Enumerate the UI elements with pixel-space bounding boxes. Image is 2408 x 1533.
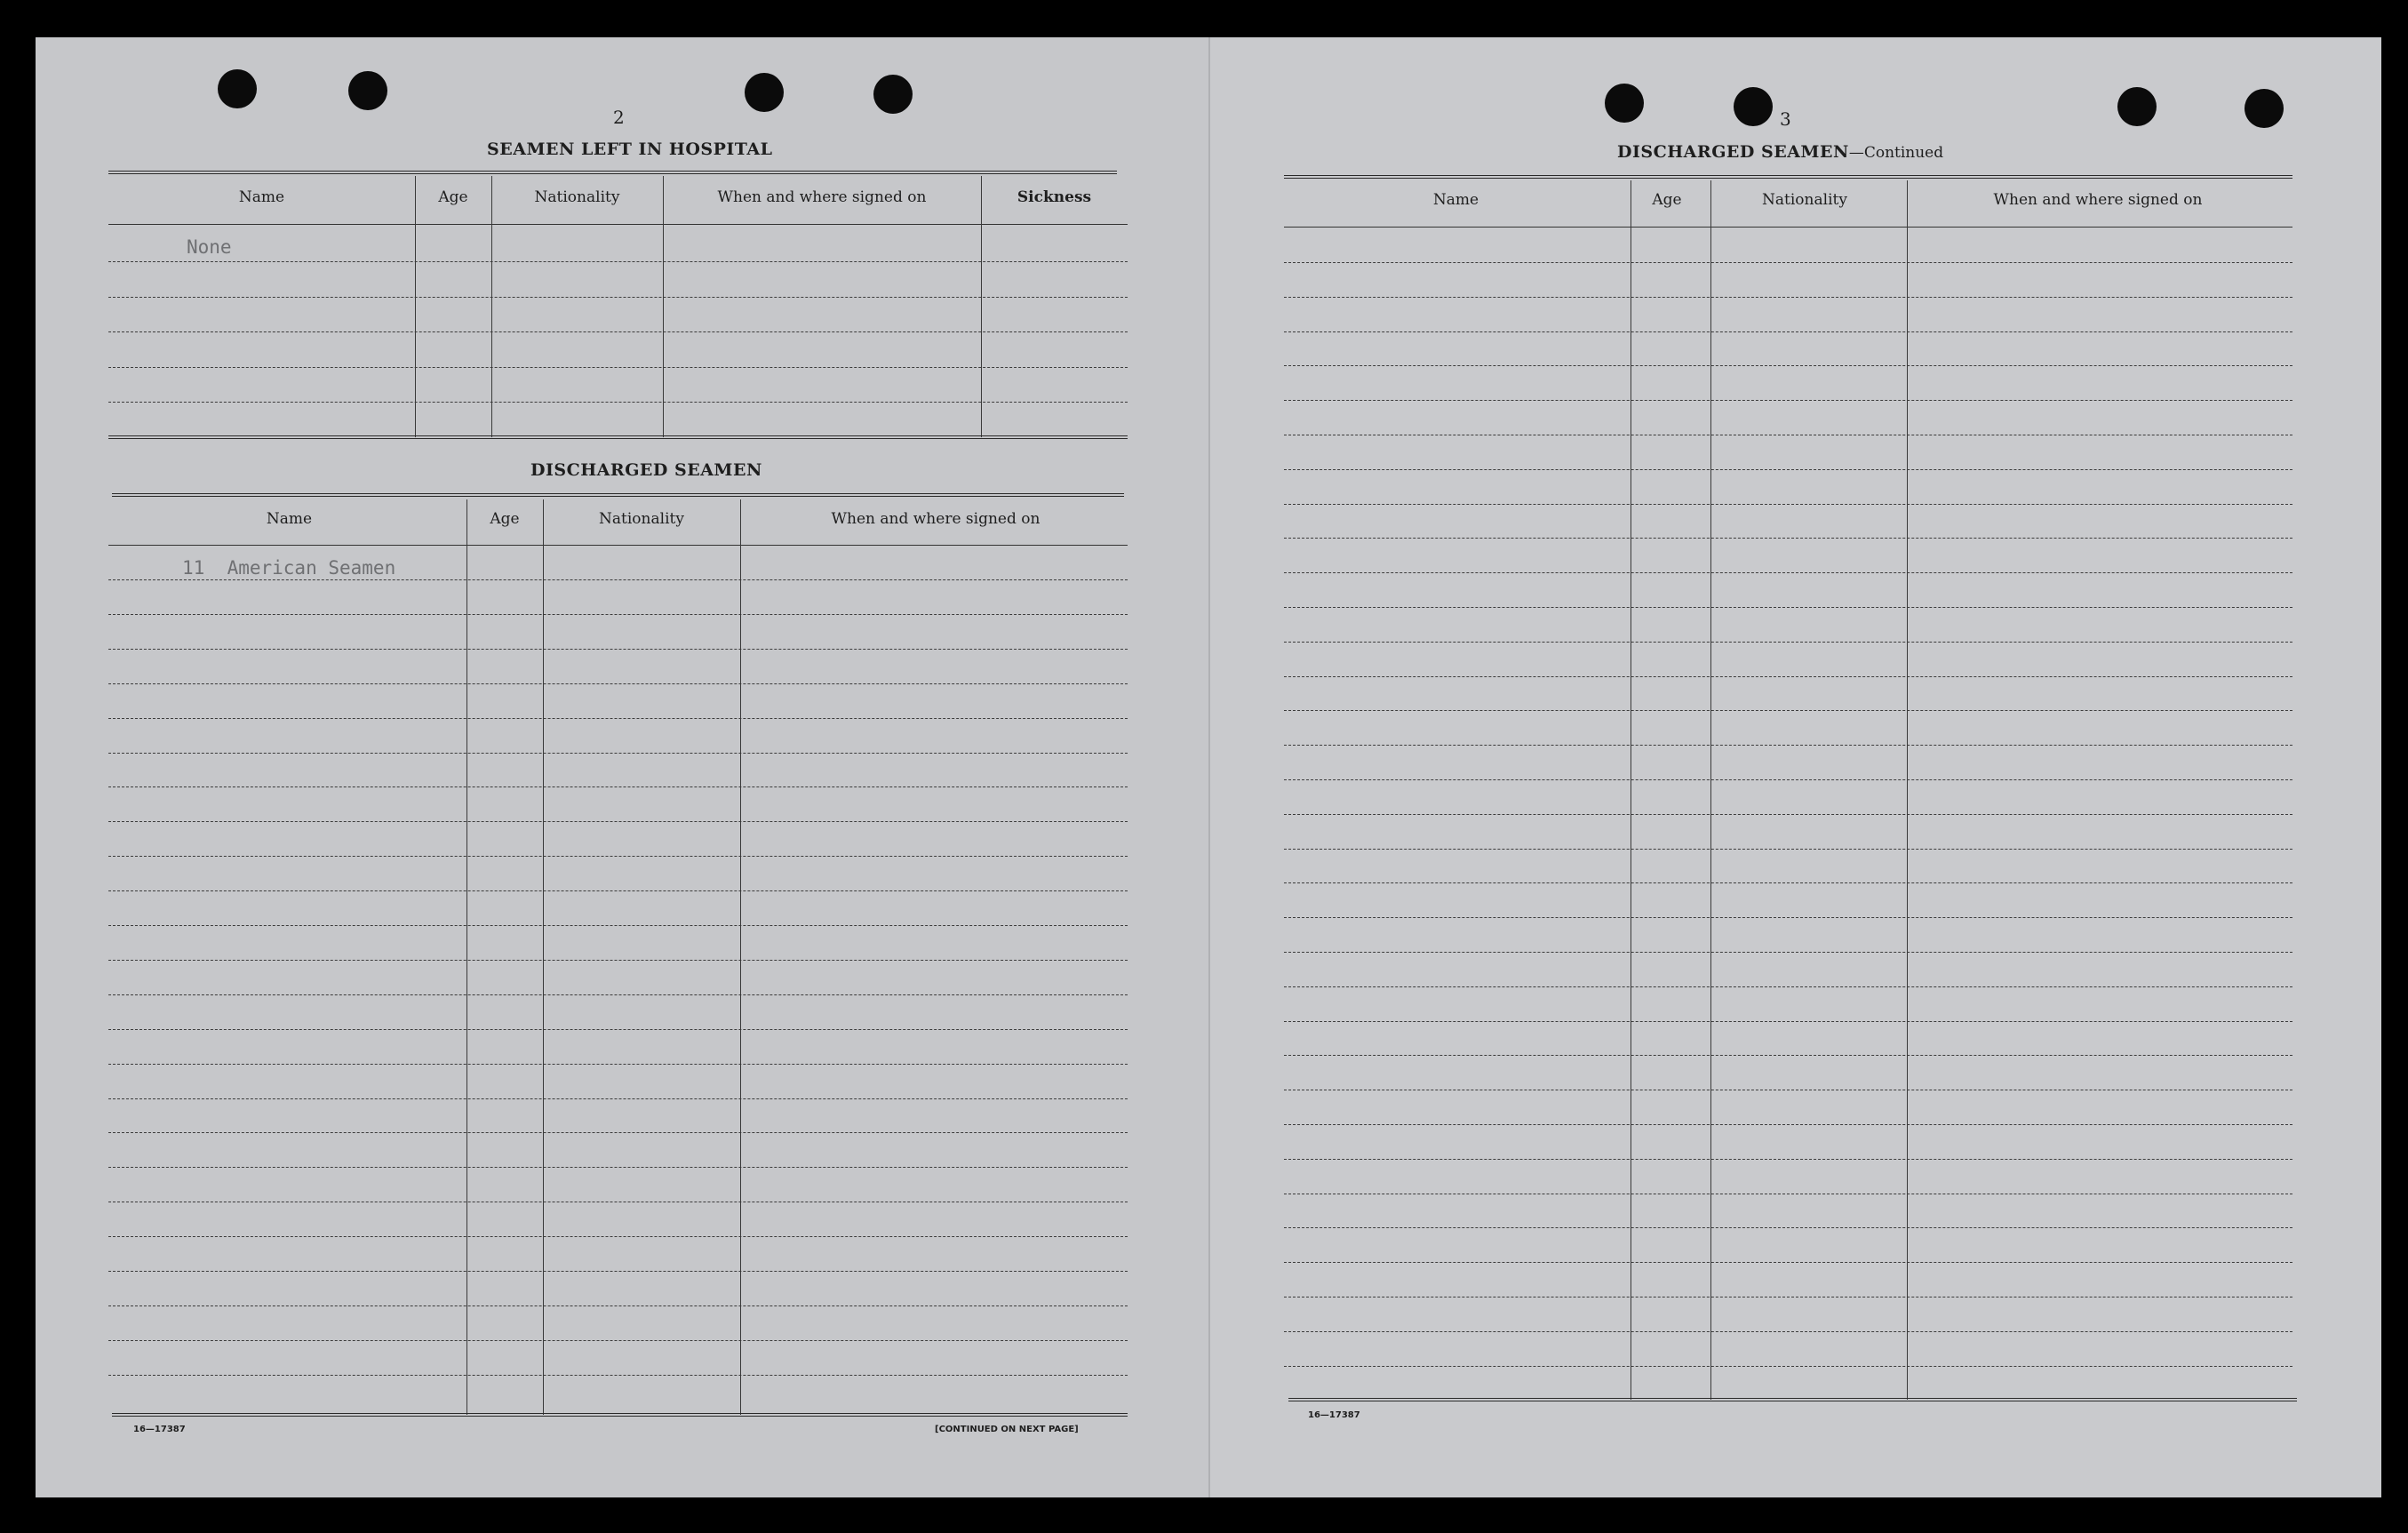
table-top-rule <box>112 493 1124 494</box>
ruled-line <box>1284 1331 2292 1332</box>
column-divider <box>981 176 982 437</box>
ruled-line <box>1284 297 2292 298</box>
discharged-entry: 11 American Seamen <box>182 557 396 579</box>
ruled-line <box>108 1271 1128 1272</box>
column-header-name: Name <box>238 188 285 206</box>
punch-hole <box>745 73 784 112</box>
ruled-line <box>1284 538 2292 539</box>
discharged-section-title: DISCHARGED SEAMEN <box>530 460 762 480</box>
right-page <box>1208 37 2381 1497</box>
ruled-line <box>108 1236 1128 1237</box>
ruled-line <box>108 261 1128 262</box>
ruled-line <box>108 786 1128 787</box>
table-bottom-rule <box>108 435 1128 436</box>
ruled-line <box>1284 1021 2292 1022</box>
page-number: 3 <box>1780 108 1791 130</box>
ruled-line <box>1284 952 2292 953</box>
form-number: 16—17387 <box>133 1425 186 1434</box>
ruled-line <box>1284 814 2292 815</box>
ruled-line <box>1284 882 2292 883</box>
ruled-line <box>108 960 1128 961</box>
column-divider <box>543 499 544 1415</box>
ruled-line <box>108 649 1128 650</box>
ruled-line <box>1284 642 2292 643</box>
punch-hole <box>2245 89 2284 128</box>
column-divider <box>1710 180 1711 1400</box>
ruled-line <box>1284 1124 2292 1125</box>
column-header-nationality: Nationality <box>534 188 620 206</box>
column-header-name: Name <box>266 510 313 528</box>
ruled-line <box>1284 331 2292 332</box>
ruled-line <box>108 1029 1128 1030</box>
column-header-name: Name <box>1432 191 1479 209</box>
ruled-line <box>108 579 1128 580</box>
header-rule <box>1284 227 2292 228</box>
ruled-line <box>108 402 1128 403</box>
table-bottom-rule <box>112 1413 1128 1414</box>
ruled-line <box>108 994 1128 995</box>
header-rule <box>108 545 1128 546</box>
ruled-line <box>1284 849 2292 850</box>
ruled-line <box>108 890 1128 891</box>
column-divider <box>466 499 467 1415</box>
ruled-line <box>108 821 1128 822</box>
ruled-line <box>1284 1366 2292 1367</box>
ruled-line <box>1284 1227 2292 1228</box>
punch-hole <box>873 75 913 114</box>
ruled-line <box>1284 710 2292 711</box>
ruled-line <box>108 925 1128 926</box>
column-header-age: Age <box>1652 191 1682 209</box>
column-header-sickness: Sickness <box>1017 188 1092 206</box>
ruled-line <box>1284 469 2292 470</box>
table-bottom-rule <box>1288 1398 2297 1399</box>
ruled-line <box>1284 1159 2292 1160</box>
ruled-line <box>1284 607 2292 608</box>
discharged-continued-title <box>1617 142 1943 162</box>
ruled-line <box>108 1340 1128 1341</box>
ruled-line <box>108 856 1128 857</box>
page-fold <box>1208 37 1210 1497</box>
discharged-title-text: DISCHARGED SEAMEN <box>1617 142 1849 162</box>
column-header-nationality: Nationality <box>599 510 684 528</box>
ruled-line <box>1284 572 2292 573</box>
ruled-line <box>108 753 1128 754</box>
column-divider <box>491 176 492 437</box>
ruled-line <box>108 1375 1128 1376</box>
ruled-line <box>108 683 1128 684</box>
ruled-line <box>108 367 1128 368</box>
column-header-nationality: Nationality <box>1762 191 1847 209</box>
ruled-line <box>1284 1262 2292 1263</box>
punch-hole <box>1734 87 1773 126</box>
ruled-line <box>108 1064 1128 1065</box>
ruled-line <box>108 1305 1128 1306</box>
table-top-rule <box>1284 175 2292 176</box>
column-header-signed-on: When and where signed on <box>831 510 1041 528</box>
ruled-line <box>1284 779 2292 780</box>
ruled-line <box>108 1132 1128 1133</box>
ruled-line <box>108 1098 1128 1099</box>
ruled-line <box>1284 365 2292 366</box>
ruled-line <box>1284 262 2292 263</box>
ruled-line <box>108 614 1128 615</box>
punch-hole <box>1605 84 1644 123</box>
hospital-entry: None <box>187 236 232 258</box>
hospital-section-title: SEAMEN LEFT IN HOSPITAL <box>487 140 773 159</box>
ruled-line <box>1284 676 2292 677</box>
column-header-signed-on: When and where signed on <box>1993 191 2203 209</box>
column-divider <box>740 499 741 1415</box>
ruled-line <box>108 297 1128 298</box>
ruled-line <box>1284 400 2292 401</box>
column-divider <box>415 176 416 437</box>
header-rule <box>108 224 1128 225</box>
column-header-age: Age <box>438 188 468 206</box>
ruled-line <box>108 718 1128 719</box>
continued-note: [CONTINUED ON NEXT PAGE] <box>935 1425 1079 1434</box>
continued-suffix: —Continued <box>1848 144 1944 162</box>
ruled-line <box>1284 504 2292 505</box>
ruled-line <box>108 1167 1128 1168</box>
page-number: 2 <box>613 107 625 128</box>
punch-hole <box>218 69 257 108</box>
ruled-line <box>1284 745 2292 746</box>
punch-hole <box>2117 87 2157 126</box>
column-header-signed-on: When and where signed on <box>717 188 927 206</box>
column-divider <box>663 176 664 437</box>
ruled-line <box>108 331 1128 332</box>
ruled-line <box>1284 1055 2292 1056</box>
column-header-age: Age <box>490 510 520 528</box>
ruled-line <box>1284 917 2292 918</box>
punch-hole <box>348 71 387 110</box>
table-top-rule <box>108 171 1117 172</box>
column-divider <box>1907 180 1908 1400</box>
form-number: 16—17387 <box>1308 1410 1360 1420</box>
ruled-line <box>1284 986 2292 987</box>
